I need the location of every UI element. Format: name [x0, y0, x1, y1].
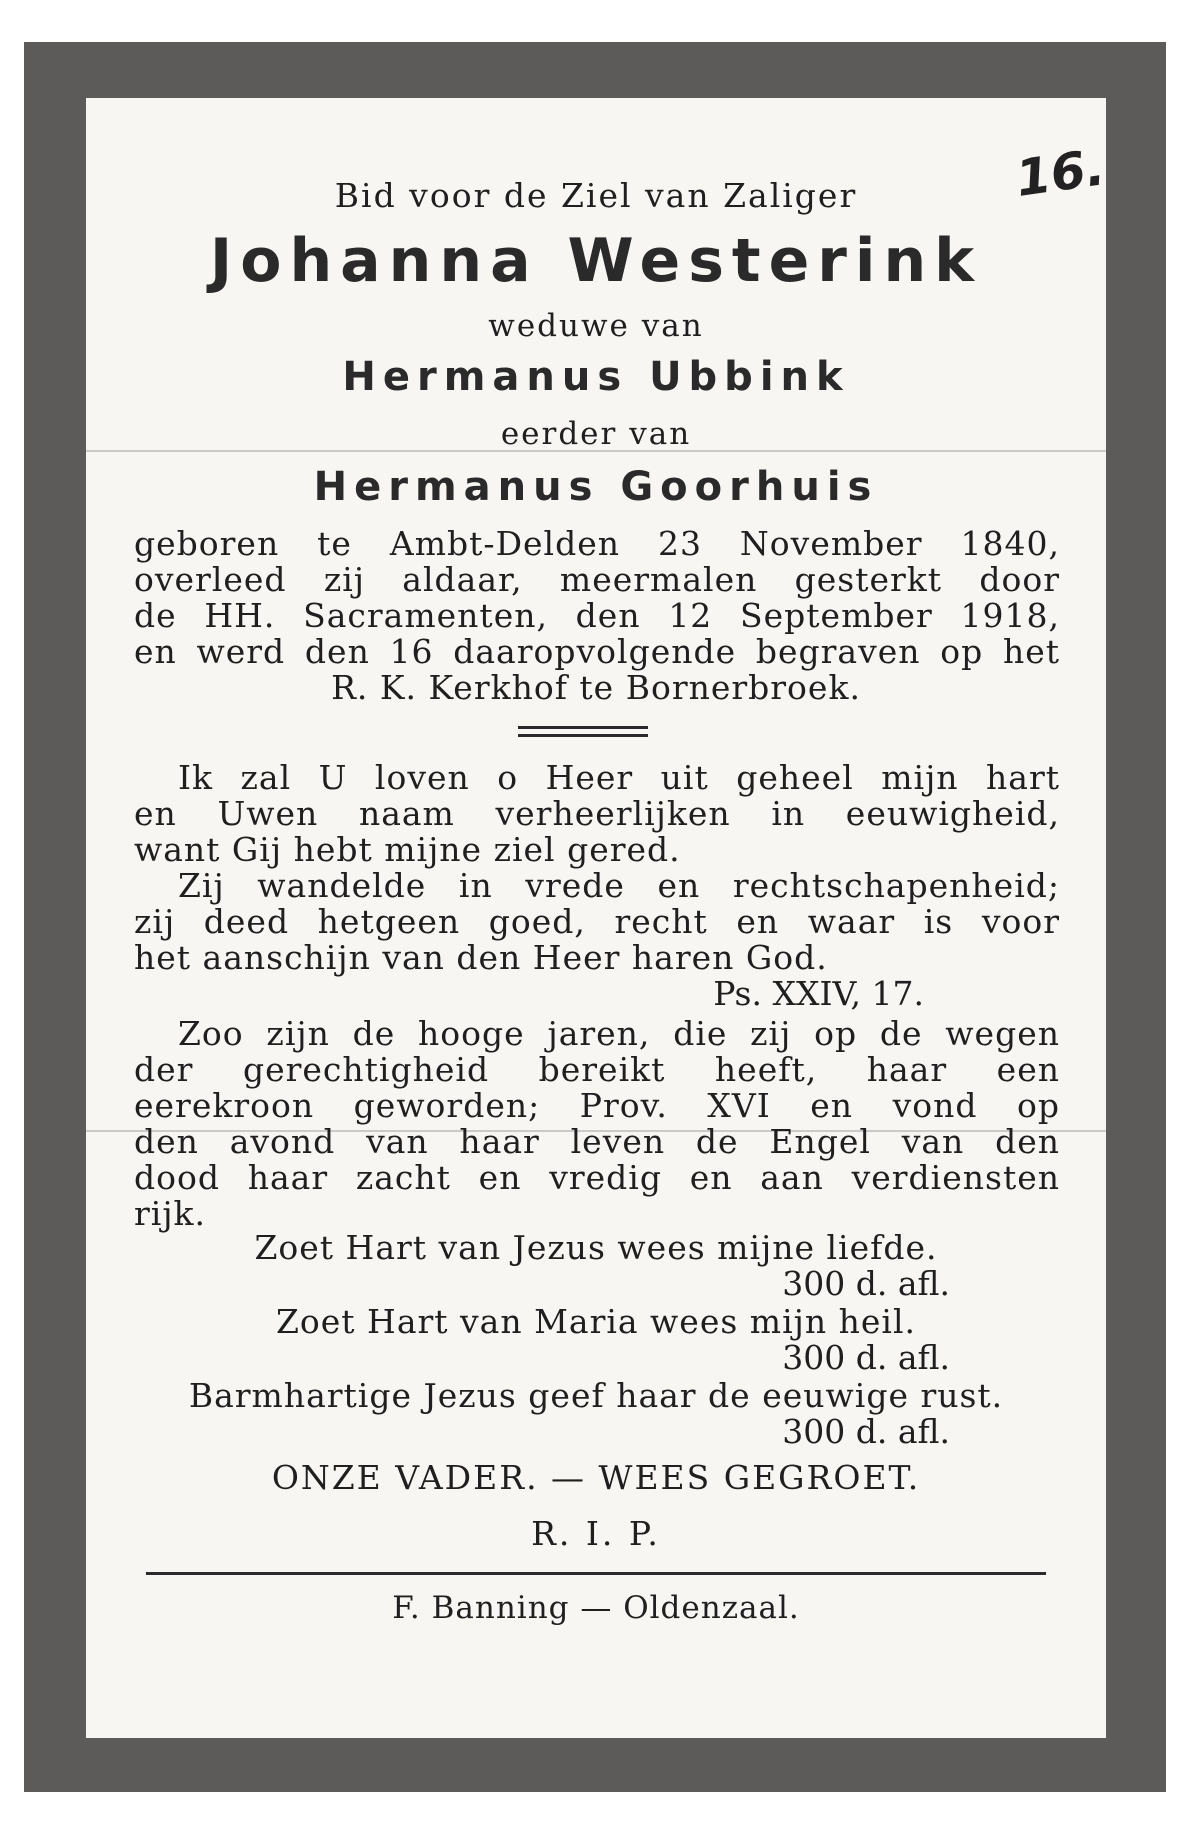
spouse-name-2: Hermanus Goorhuis: [313, 464, 879, 510]
bio-line: overleed zij aldaar, meermalen gesterkt door: [134, 560, 1060, 599]
verse-line: dood haar zacht en vredig en aan verdiensten: [134, 1158, 1060, 1197]
verse-line: eerekroon geworden; Prov. XVI en vond op: [134, 1086, 1060, 1125]
verse-line: den avond van haar leven de Engel van den: [134, 1122, 1060, 1161]
verse-line: Zij wandelde in vrede en rechtschapenheid;: [178, 866, 1060, 905]
memorial-card: [24, 42, 1166, 1792]
card-inner-panel: [86, 98, 1109, 1738]
verse-line: zij deed hetgeen goed, recht en waar is voor: [134, 902, 1060, 941]
indulgence-note: 300 d. afl.: [782, 1264, 950, 1303]
prayer-line: Zoet Hart van Jezus wees mijne liefde.: [254, 1228, 938, 1267]
bio-line: en werd den 16 daaropvolgende begraven op het: [134, 632, 1060, 671]
prayer-line: Zoet Hart van Maria wees mijn heil.: [275, 1302, 916, 1341]
verse-line: en Uwen naam verheerlijken in eeuwigheid,: [134, 794, 1060, 833]
bio-last-line: R. K. Kerkhof te Bornerbroek.: [331, 668, 861, 707]
verse-line: het aanschijn van den Heer haren God.: [134, 938, 828, 977]
intro-line: Bid voor de Ziel van Zaliger: [334, 176, 858, 215]
deceased-name: Johanna Westerink: [209, 226, 983, 296]
double-rule-top: [518, 726, 648, 729]
closing-prayers: ONZE VADER. — WEES GEGROET.: [271, 1458, 921, 1497]
spouse-name-1: Hermanus Ubbink: [342, 354, 850, 400]
verse-line: want Gij hebt mijne ziel gered.: [134, 830, 681, 869]
verse-line: Zoo zijn de hooge jaren, die zij op de wegen: [178, 1014, 1060, 1053]
scripture-reference: Ps. XXIV, 17.: [713, 974, 924, 1013]
relation-former-line: eerder van: [500, 416, 692, 452]
prayer-line: Barmhartige Jezus geef haar de eeuwige rust.: [188, 1376, 1004, 1415]
indulgence-note: 300 d. afl.: [782, 1338, 950, 1377]
printer-separator: [146, 1572, 1046, 1575]
double-rule-bottom: [518, 734, 648, 737]
rip-line: R. I. P.: [531, 1514, 661, 1553]
handwritten-number: 16.: [1012, 138, 1109, 208]
verse-line: rijk.: [134, 1194, 207, 1233]
bio-line: geboren te Ambt-Delden 23 November 1840,: [134, 524, 1060, 563]
indulgence-note: 300 d. afl.: [782, 1412, 950, 1451]
relation-widow-line: weduwe van: [488, 308, 704, 344]
verse-line: der gerechtigheid bereikt heeft, haar een: [134, 1050, 1060, 1089]
verse-line: Ik zal U loven o Heer uit geheel mijn hart: [178, 758, 1060, 797]
printer-credit: F. Banning — Oldenzaal.: [392, 1590, 800, 1626]
bio-line: de HH. Sacramenten, den 12 September 1918,: [134, 596, 1060, 635]
